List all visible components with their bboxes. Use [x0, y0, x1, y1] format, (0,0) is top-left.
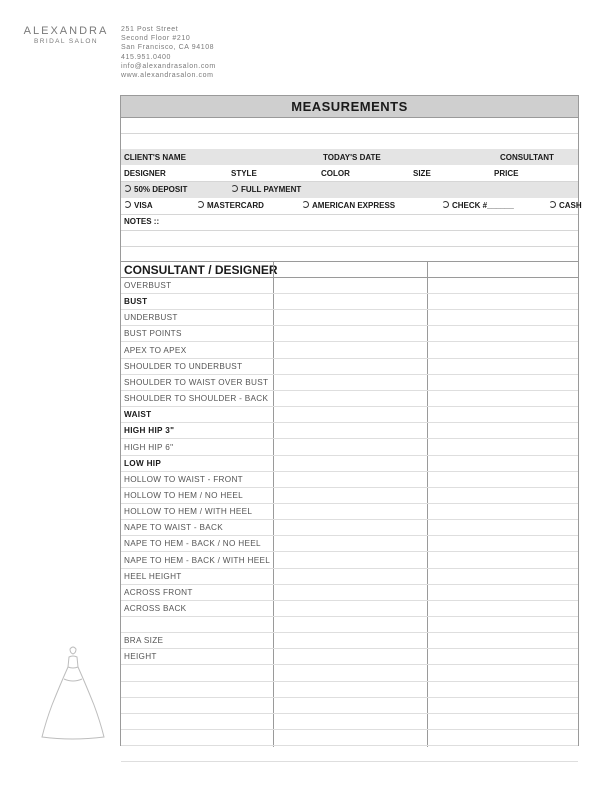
- notes-label: NOTES ::: [124, 217, 160, 226]
- measurement-label: SHOULDER TO SHOULDER - BACK: [124, 394, 269, 404]
- measurement-row[interactable]: [121, 472, 578, 488]
- brand-tagline: BRIDAL SALON: [34, 38, 98, 45]
- check-label: CHECK #______: [452, 201, 514, 210]
- row-divider: [121, 214, 578, 215]
- measurement-label: LOW HIP: [124, 458, 162, 468]
- measurement-row[interactable]: [121, 375, 578, 391]
- mastercard-label: MASTERCARD: [207, 201, 264, 210]
- measurement-row[interactable]: [121, 714, 578, 730]
- measurement-row[interactable]: [121, 666, 578, 682]
- measurement-label: HOLLOW TO WAIST - FRONT: [124, 474, 243, 484]
- measurement-label: HOLLOW TO HEM / WITH HEEL: [124, 507, 253, 517]
- measurement-row[interactable]: [121, 456, 578, 472]
- size-label: SIZE: [413, 169, 431, 178]
- measurement-row[interactable]: [121, 359, 578, 375]
- measurement-form: [120, 95, 582, 746]
- visa-label: VISA: [134, 201, 153, 210]
- color-label: COLOR: [321, 169, 350, 178]
- radio-icon[interactable]: [231, 185, 238, 192]
- measurement-row[interactable]: [121, 536, 578, 552]
- address-street: 251 Post Street: [121, 26, 179, 33]
- measurement-row[interactable]: [121, 553, 578, 569]
- address-phone: 415.951.0400: [121, 53, 172, 61]
- measurement-label: WAIST: [124, 410, 152, 420]
- consultant-label: CONSULTANT: [500, 153, 554, 162]
- measurement-row[interactable]: [121, 730, 578, 746]
- measurement-label: ACROSS BACK: [124, 604, 187, 613]
- measurement-label: OVERBUST: [124, 281, 172, 290]
- visa-option[interactable]: [124, 201, 153, 211]
- wedding-dress-icon: [42, 645, 104, 746]
- radio-icon[interactable]: [549, 201, 556, 208]
- measurement-row[interactable]: [121, 698, 578, 714]
- style-label: STYLE: [231, 169, 257, 178]
- price-label: PRICE: [494, 169, 519, 178]
- measurement-label: HEEL HEIGHT: [124, 571, 182, 581]
- measurement-row[interactable]: [121, 746, 578, 762]
- deposit-50-label: 50% DEPOSIT: [134, 185, 188, 194]
- measurement-label: BRA SIZE: [124, 636, 164, 646]
- measurement-row[interactable]: [121, 440, 578, 456]
- radio-icon[interactable]: [302, 201, 309, 208]
- measurement-row[interactable]: [121, 278, 578, 294]
- measurement-row[interactable]: [121, 601, 578, 617]
- measurement-label: SHOULDER TO UNDERBUST: [124, 361, 243, 371]
- measurement-row[interactable]: [121, 343, 578, 359]
- cash-label: CASH: [559, 201, 582, 210]
- radio-icon[interactable]: [124, 201, 131, 208]
- form-title-bar: [121, 96, 578, 118]
- todays-date-label: TODAY'S DATE: [323, 153, 381, 162]
- notes-line: [121, 230, 578, 231]
- address-floor: Second Floor #210: [121, 35, 191, 43]
- notes-line: [121, 246, 578, 247]
- measurement-label: BUST: [124, 297, 148, 307]
- section-title: CONSULTANT / DESIGNER: [124, 263, 278, 277]
- measurement-row[interactable]: [121, 682, 578, 698]
- measurement-row[interactable]: [121, 391, 578, 407]
- form-title: MEASUREMENTS: [291, 99, 408, 114]
- cash-option[interactable]: [549, 201, 582, 211]
- brand-logo: [22, 25, 110, 45]
- measurement-row[interactable]: [121, 633, 578, 649]
- measurement-row[interactable]: [121, 294, 578, 310]
- mastercard-option[interactable]: [197, 201, 264, 211]
- deposit-row: [121, 182, 578, 198]
- address-email: info@alexandrasalon.com: [121, 62, 216, 70]
- amex-option[interactable]: [302, 201, 395, 211]
- radio-icon[interactable]: [124, 185, 131, 192]
- measurement-label: NAPE TO HEM - BACK / NO HEEL: [124, 539, 261, 549]
- brand-name: ALEXANDRA: [23, 25, 109, 37]
- measurement-label: NAPE TO WAIST - BACK: [124, 523, 223, 533]
- measurement-label: HOLLOW TO HEM / NO HEEL: [124, 490, 243, 500]
- radio-icon[interactable]: [197, 201, 204, 208]
- measurement-row[interactable]: [121, 326, 578, 342]
- measurement-label: APEX TO APEX: [124, 345, 187, 355]
- measurement-row[interactable]: [121, 407, 578, 423]
- measurement-row[interactable]: [121, 520, 578, 536]
- client-name-label: CLIENT'S NAME: [124, 153, 186, 162]
- amex-label: AMERICAN EXPRESS: [312, 201, 396, 210]
- full-payment-option[interactable]: [231, 185, 301, 195]
- measurement-row[interactable]: [121, 504, 578, 520]
- deposit-50-option[interactable]: [124, 185, 187, 195]
- measurement-label: BUST POINTS: [124, 329, 182, 339]
- measurement-row[interactable]: [121, 585, 578, 601]
- measurement-row[interactable]: [121, 649, 578, 665]
- check-option[interactable]: [442, 201, 514, 211]
- salon-address: [121, 25, 216, 80]
- measurement-label: NAPE TO HEM - BACK / WITH HEEL: [124, 555, 271, 565]
- measurement-row[interactable]: [121, 423, 578, 439]
- blank-line: [121, 133, 578, 134]
- measurement-row[interactable]: [121, 488, 578, 504]
- measurement-row[interactable]: [121, 569, 578, 585]
- measurement-row[interactable]: [121, 310, 578, 326]
- radio-icon[interactable]: [442, 201, 449, 208]
- address-city: San Francisco, CA 94108: [121, 44, 215, 52]
- measurement-label: ACROSS FRONT: [124, 587, 193, 597]
- address-website: www.alexandrasalon.com: [121, 72, 214, 80]
- measurement-label: HIGH HIP 3": [124, 426, 175, 436]
- measurement-row[interactable]: [121, 617, 578, 633]
- designer-label: DESIGNER: [124, 169, 166, 178]
- measurement-label: UNDERBUST: [124, 313, 178, 323]
- measurement-label: HIGH HIP 6": [124, 442, 174, 452]
- measurement-label: SHOULDER TO WAIST OVER BUST: [124, 377, 269, 387]
- full-payment-label: FULL PAYMENT: [241, 185, 302, 194]
- measurement-label: HEIGHT: [124, 652, 157, 662]
